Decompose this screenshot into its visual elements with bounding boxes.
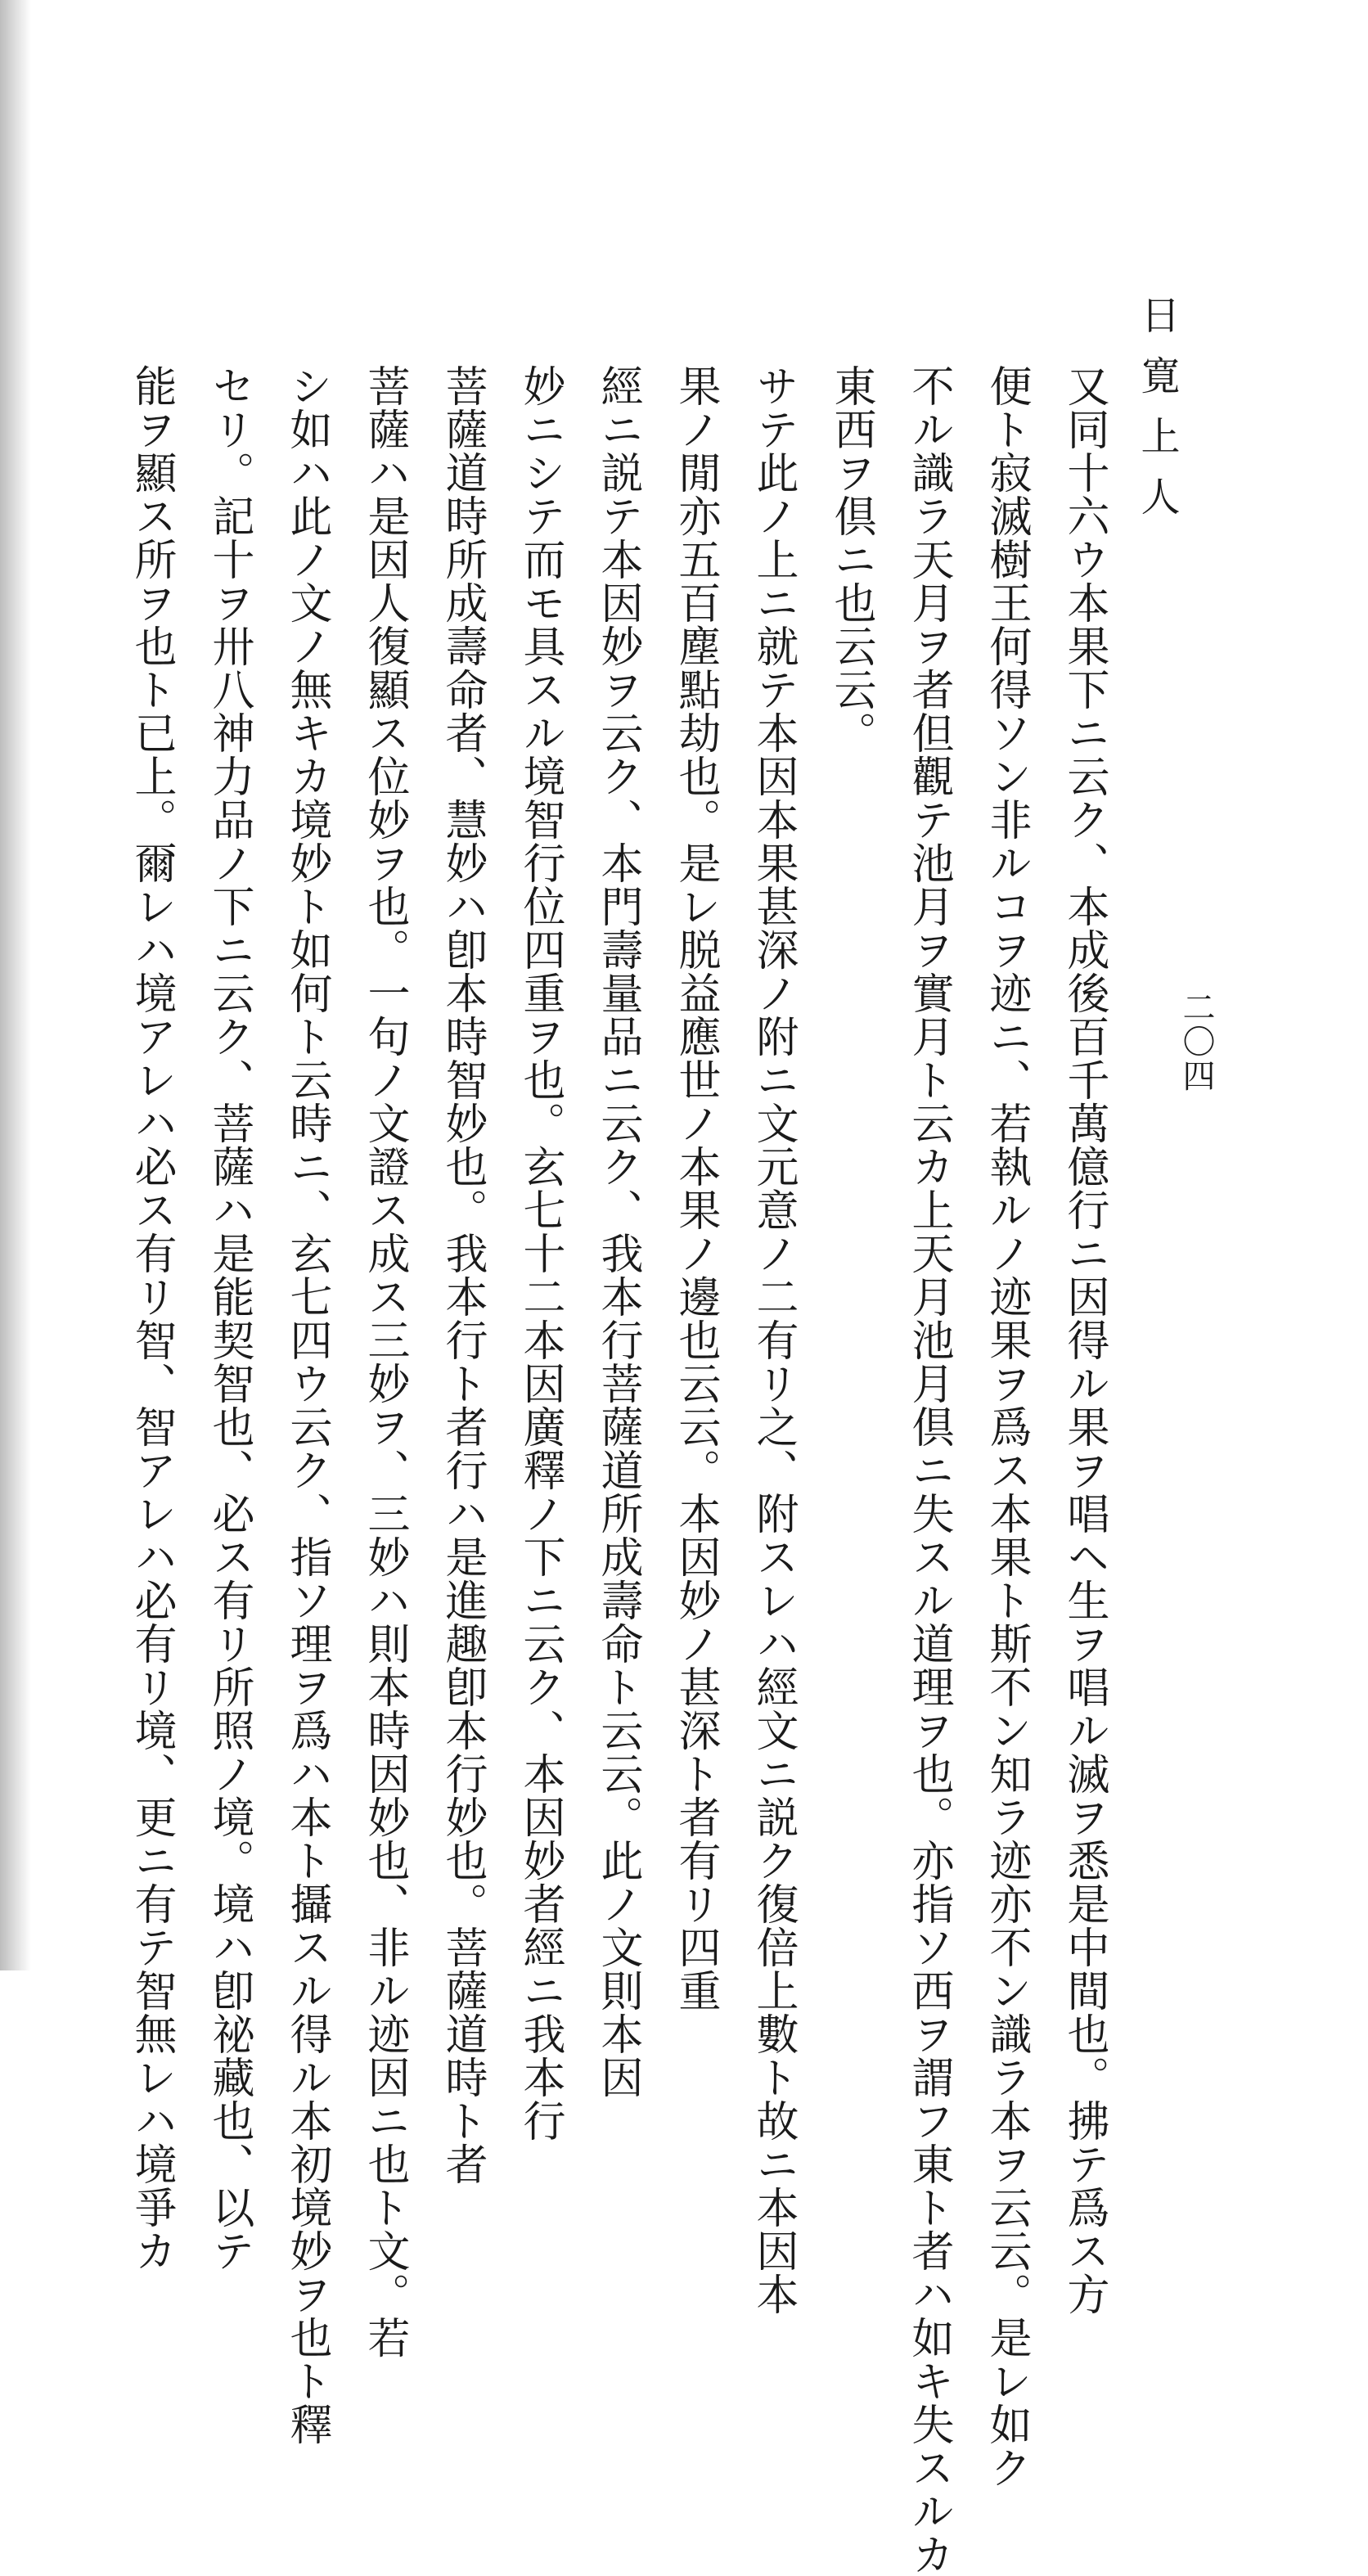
page-title: 日寛上人	[1134, 295, 1180, 537]
text-line-1: 又同十六ウ本果下ニ云ク、本成後百千萬億行ニ因得ル果ヲ唱ヘ生ヲ唱ル滅ヲ悉是中間也。拂テ爲ス方	[1060, 364, 1109, 2316]
binding-shadow	[0, 0, 31, 1970]
text-line-7: 經ニ説テ本因妙ヲ云ク、本門壽量品ニ云ク、我本行菩薩道所成壽命ト云云。此ノ文則本因	[593, 364, 642, 2099]
text-line-4: 東西ヲ倶ニ也云云。	[826, 364, 875, 754]
text-body	[112, 364, 1123, 2576]
text-line-12: セリ。記十ヲ卅八神力品ノ下ニ云ク、菩薩ハ是能契智也、必ス有リ所照ノ境。境ハ卽祕藏也、以テ	[205, 364, 254, 2272]
page-number: 二〇四	[1177, 990, 1215, 1093]
text-line-13: 能ヲ顯ス所ヲ也ト已上。爾レハ境アレハ必ス有リ智、智アレハ必有リ境、更ニ有テ智無レハ境爭カ	[127, 364, 176, 2272]
text-line-2: 便ト寂滅樹王何得ソン非ルコヲ迹ニ、若執ルノ迹果ヲ爲ス本果ト斯不ン知ラ迹亦不ン識ラ本ヲ云云。是レ如ク	[982, 364, 1031, 2489]
text-line-8: 妙ニシテ而モ具スル境智行位四重ヲ也。玄七十二本因廣釋ノ下ニ云ク、本因妙者經ニ我本行	[515, 364, 565, 2142]
text-line-3: 不ル識ラ天月ヲ者但觀テ池月ヲ實月ト云カ上天月池月倶ニ失スル道理ヲ也。亦指ソ西ヲ謂フ東ト者ハ如キ失スルカ	[904, 364, 953, 2576]
text-line-5: サテ此ノ上ニ就テ本因本果甚深ノ附ニ文元意ノ二有リ之、附スレハ經文ニ説ク復倍上數ト故ニ本因本	[749, 364, 798, 2316]
text-line-10: 菩薩ハ是因人復顯ス位妙ヲ也。一句ノ文證ス成ス三妙ヲ、三妙ハ則本時因妙也、非ル迹因ニ也ト文。若	[360, 364, 409, 2359]
text-line-9: 菩薩道時所成壽命者、慧妙ハ卽本時智妙也。我本行ト者行ハ是進趣卽本行妙也。菩薩道時ト者	[438, 364, 487, 2186]
text-line-6: 果ノ閒亦五百塵點劫也。是レ脱益應世ノ本果ノ邊也云云。本因妙ノ甚深ト者有リ四重	[671, 364, 720, 2012]
text-line-11: シ如ハ此ノ文ノ無キカ境妙ト如何ト云時ニ、玄七四ウ云ク、指ソ理ヲ爲ハ本ト攝スル得ル本初境妙ヲ也ト釋	[282, 364, 331, 2446]
